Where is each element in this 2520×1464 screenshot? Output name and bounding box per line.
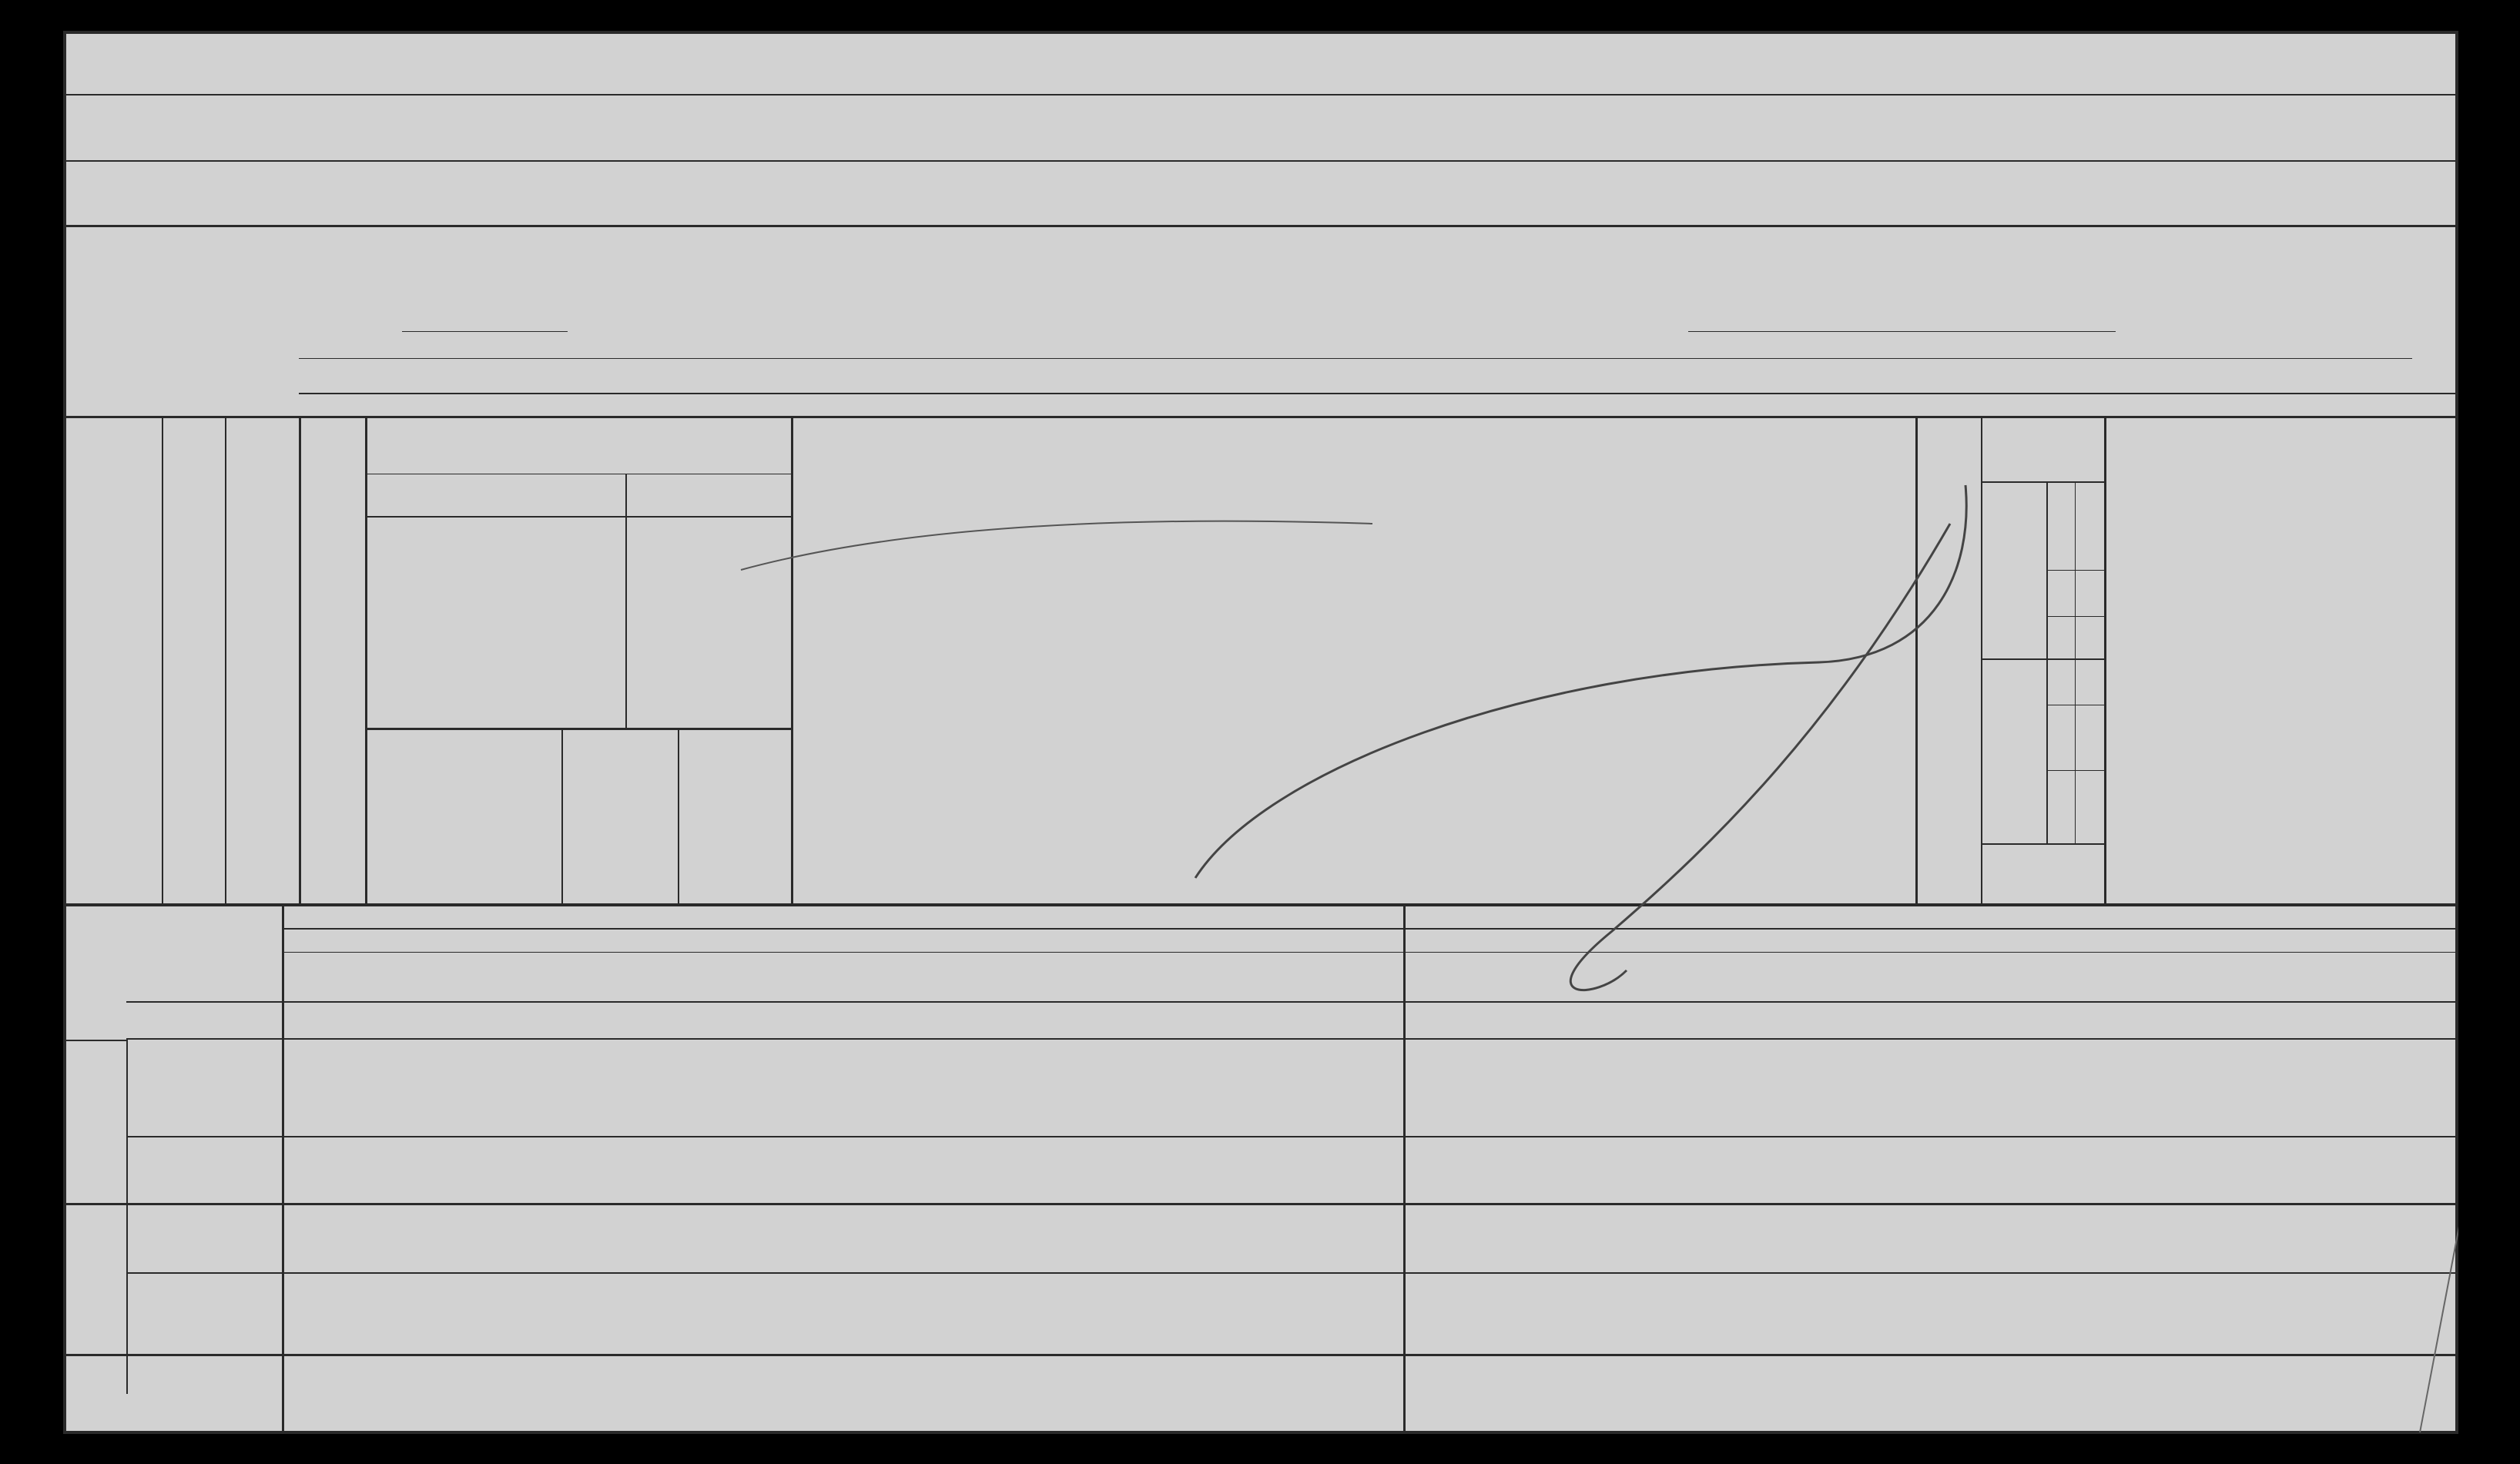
pencil-strokes [63,31,2458,1434]
census-card [63,31,2458,1434]
